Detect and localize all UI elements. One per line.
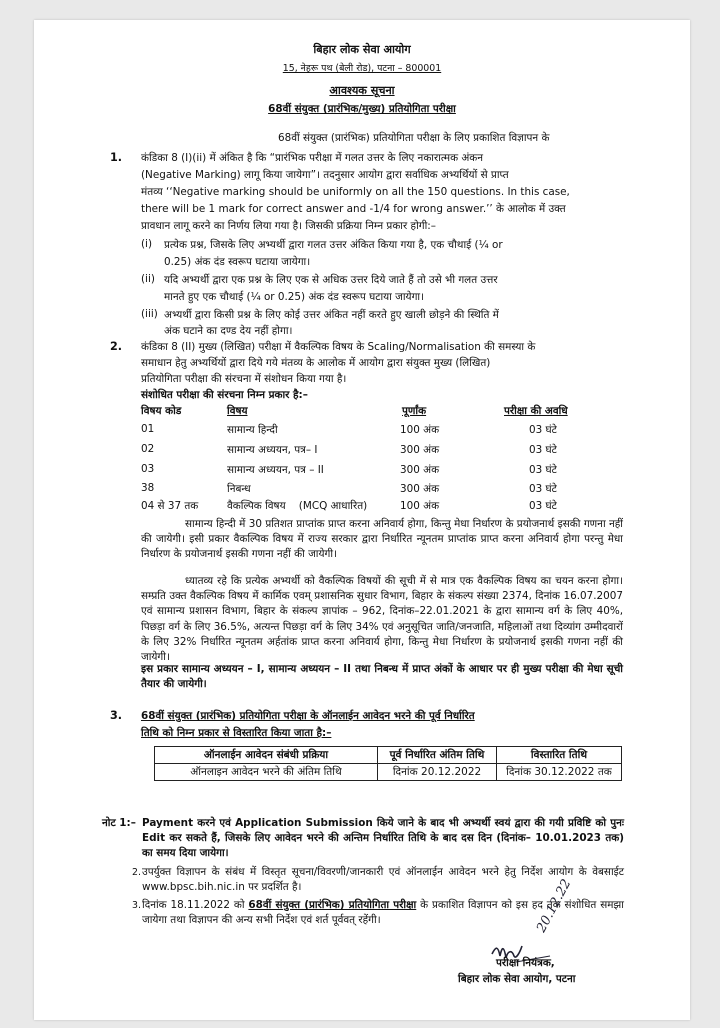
point-2-number: 2. [110,340,123,353]
sub-point-label: (iii) [141,308,158,320]
cell-duration: 03 घंटे [529,444,557,456]
cell-code: 03 [141,463,155,475]
cell-duration: 03 घंटे [529,464,557,476]
point-1-line: मंतव्य ‘‘Negative marking should be uniformly on all the 150 questions. In this case, [141,186,570,198]
paragraph-optional-subject: ध्यातव्य रहे कि प्रत्येक अभ्यर्थी को वैकल्पिक विषयों की सूची में से मात्र एक वैकल्पिक विषय का चयन करना होगा। सम्प्रति उक्त वैकल्पिक विषय में कार्मिक एवम् प्रशासनिक सुधार विभाग, बिहार के संकल्प संख्या 2374, दिनांक 16.07.2007 एवं सामान्य प्रशासन विभाग, बिहार के संकल्प ज्ञापांक – 962, दिनांक–22.01.2021 के द्वारा सामान्य वर्ग के लिए 40%, पिछड़ा वर्ग के लिए 36.5%, अत्यन्त पिछड़ा वर्ग के लिए 34% एवं अनुसूचित जाति/जनजाति, महिलाओं तथा दिव्यांग उम्मीदवारों के लिए 32% निर्धारित न्यूनतम अर्हतांक प्राप्त करना अनिवार्य होगा, किन्तु मेधा निर्धारण के प्रयोजनार्थ इसकी गणना नहीं की जायेगी। [141,575,623,664]
point-1-line: प्रावधान लागू करने का निर्णय लिया गया है। जिसकी प्रक्रिया निम्न प्रकार होगी:– [141,220,436,232]
cell-subject: निबन्ध [227,483,251,495]
sub-point-label: (ii) [141,273,155,285]
cell-subject: सामान्य अध्ययन, पत्र– I [227,444,318,456]
note-3-date: दिनांक 18.11.2022 को [142,899,245,911]
point-2-line: प्रतियोगिता परीक्षा की संरचना में संशोधन किया गया है। [141,373,347,385]
col-header-code: विषय कोड [141,405,182,417]
org-name: बिहार लोक सेवा आयोग [313,43,411,56]
note-3-label: 3. [132,900,141,911]
signatory-office: बिहार लोक सेवा आयोग, पटना [458,973,576,985]
note-2-text: उपर्युक्त विज्ञापन के संबंध में विस्तृत सूचना/विवरणी/जानकारी एवं ऑनलाईन आवेदन भरने हेतु निर्देश आयोग के वेबसाईट www.bpsc.bih.nic.in पर प्रदर्शित है। [142,866,624,894]
cell-subject: सामान्य अध्ययन, पत्र – II [227,464,324,476]
point-2-line: समाधान हेतु अभ्यर्थियों द्वारा दिये गये मंतव्य के आलोक में आयोग द्वारा संयुक्त मुख्य (लिखित) [141,357,491,369]
cell-marks: 300 अंक [400,483,440,495]
exam-title: 68वीं संयुक्त (प्रारंभिक/मुख्य) प्रतियोगिता परीक्षा [268,103,456,115]
sub-point-text: 0.25) अंक दंड स्वरूप घटाया जायेगा। [164,256,311,268]
point-1-line: (Negative Marking) लागू किया जायेगा”। तदनुसार आयोग द्वारा सर्वाधिक अभ्यर्थियों से प्राप्त [141,169,509,181]
sub-point-text: यदि अभ्यर्थी द्वारा एक प्रश्न के लिए एक से अधिक उत्तर दिये जाते हैं तो उसे भी गलत उत्तर [164,274,498,286]
intro-text: 68वीं संयुक्त (प्रारंभिक) प्रतियोगिता परीक्षा के लिए प्रकाशित विज्ञापन के [278,132,550,144]
note-3-exam-name: 68वीं संयुक्त (प्रारंभिक) प्रतियोगिता परीक्षा [248,899,417,911]
table-row [155,764,622,781]
point-3-line: 68वीं संयुक्त (प्रारंभिक) प्रतियोगिता परीक्षा के ऑनलाईन आवेदन भरने की पूर्व निर्धारित [141,710,475,722]
sub-point-text: अभ्यर्थी द्वारा किसी प्रश्न के लिए कोई उत्तर अंकित नहीं करते हुए खाली छोड़ने की स्थिति में [164,309,499,321]
cell-code: 01 [141,423,155,435]
note-1-label: नोट 1:– [102,817,136,829]
note-1-text: Payment करने एवं Application Submission किये जाने के बाद भी अभ्यर्थी स्वयं द्वारा की गयी प्रविष्टि को पुनः Edit कर सकते हैं, जिसके लिए आवेदन भरने की अन्तिम निर्धारित तिथि के बाद दस दिन (दिनांक– 10.01.2023 तक) का समय दिया जायेगा। [142,817,624,860]
col-header-duration: परीक्षा की अवधि [504,405,568,417]
sub-point-text: मानते हुए एक चौथाई (¼ or 0.25) अंक दंड स्वरूप घटाया जायेगा। [164,291,425,303]
cell-code: 04 से 37 तक [141,500,199,512]
paragraph-merit-list: इस प्रकार सामान्य अध्ययन – I, सामान्य अध्ययन – II तथा निबन्ध में प्राप्त अंकों के आधार पर ही मुख्य परीक्षा की मेधा सूची तैयार की जायेगी। [141,663,623,691]
point-2-line: कंडिका 8 (II) मुख्य (लिखित) परीक्षा में वैकल्पिक विषय के Scaling/Normalisation की समस्या के [141,341,536,353]
cell-marks: 100 अंक [400,424,440,436]
date-table-cell: दिनांक 20.12.2022 [378,764,497,781]
cell-duration: 03 घंटे [529,424,557,436]
note-2-label: 2. [132,867,141,878]
cell-duration: 03 घंटे [529,483,557,495]
sub-point-label: (i) [141,238,152,250]
date-table-header: ऑनलाईन आवेदन संबंधी प्रक्रिया [155,747,378,764]
date-table-cell: दिनांक 30.12.2022 तक [497,764,622,781]
cell-marks: 100 अंक [400,500,440,512]
point-1-line: there will be 1 mark for correct answer and -1/4 for wrong answer.’’ के आलोक में उक्त [141,203,566,215]
signature-date: 20.12.22 [534,876,575,936]
structure-table-title: संशोधित परीक्षा की संरचना निम्न प्रकार है:– [141,389,308,401]
date-table-header: पूर्व निर्धारित अंतिम तिथि [378,747,497,764]
cell-code: 02 [141,443,155,455]
col-header-marks: पूर्णांक [402,405,427,417]
col-header-subject: विषय [227,405,248,417]
note-3-rest: के प्रकाशित विज्ञापन को इस हद तक संशोधित समझा जायेगा तथा विज्ञापन की अन्य सभी निर्देश एवं शर्त पूर्ववत् रहेंगी। [142,899,624,927]
notice-title: आवश्यक सूचना [329,84,395,97]
sub-point-text: अंक घटाने का दण्ड देय नहीं होगा। [164,325,293,337]
cell-duration: 03 घंटे [529,500,557,512]
cell-subject: वैकल्पिक विषय (MCQ आधारित) [227,500,368,512]
org-address: 15, नेहरू पथ (बेली रोड), पटना – 800001 [282,63,442,74]
point-3-number: 3. [110,709,123,722]
date-table-cell: ऑनलाइन आवेदन भरने की अंतिम तिथि [155,764,378,781]
point-3-line: तिथि को निम्न प्रकार से विस्तारित किया जाता है:– [141,727,332,739]
cell-subject: सामान्य हिन्दी [227,424,278,436]
cell-marks: 300 अंक [400,464,440,476]
point-1-number: 1. [110,151,123,164]
paragraph-hindi-requirement: सामान्य हिन्दी में 30 प्रतिशत प्राप्तांक प्राप्त करना अनिवार्य होगा, किन्तु मेधा निर्धारण के प्रयोजनार्थ इसकी गणना नहीं की जायेगी। इसी प्रकार वैकल्पिक विषय में राज्य सरकार द्वारा निर्धारित न्यूनतम प्राप्तांक प्राप्त करना अनिवार्य होगा परन्तु मेधा निर्धारण के प्रयोजनार्थ इसकी गणना नहीं की जायेगी। [141,518,623,561]
signatory-designation: परीक्षा नियंत्रक, [496,957,555,969]
cell-marks: 300 अंक [400,444,440,456]
point-1-line: कंडिका 8 (I)(ii) में अंकित है कि “प्रारंभिक परीक्षा में गलत उत्तर के लिए नकारात्मक अंकन [141,152,484,164]
date-extension-table [154,746,622,781]
notice-page [34,20,690,1020]
sub-point-text: प्रत्येक प्रश्न, जिसके लिए अभ्यर्थी द्वारा गलत उत्तर अंकित किया गया है, एक चौथाई (¼ or [164,239,503,251]
cell-code: 38 [141,482,155,494]
date-table-header: विस्तारित तिथि [497,747,622,764]
